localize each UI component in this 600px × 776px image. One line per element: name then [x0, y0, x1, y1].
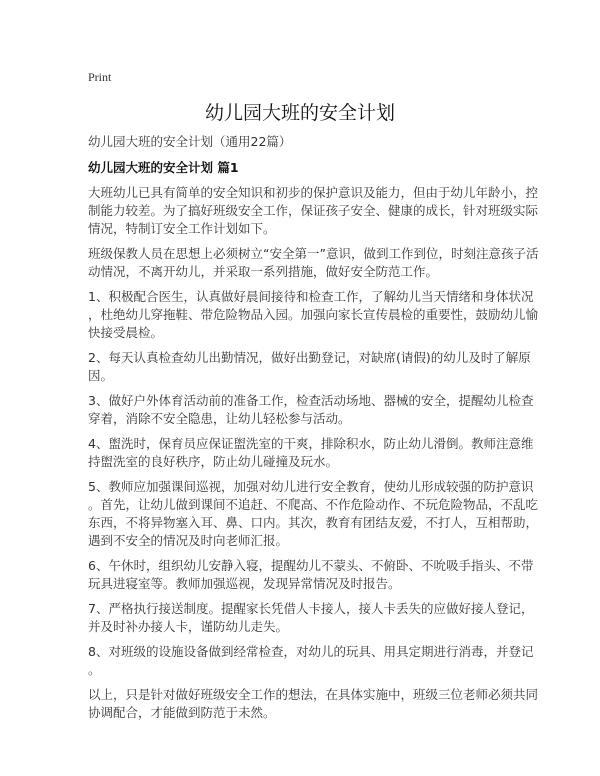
- paragraph: [88, 478, 539, 550]
- paragraph-line: 持盥洗室的良好秩序，防止幼儿碰撞及玩水。: [88, 454, 339, 469]
- paragraph-line: 以上，只是针对做好班级安全工作的想法，在具体实施中，班级三位老师必须共同: [88, 687, 539, 702]
- document-body: [88, 133, 539, 729]
- paragraph-line: 。: [88, 662, 101, 677]
- paragraph-line: 因。: [88, 368, 114, 383]
- paragraph: [88, 184, 539, 238]
- paragraph-line: ，杜绝幼儿穿拖鞋、带危险物品入园。加强向家长宣传晨检的重要性，鼓励幼儿愉: [88, 307, 539, 322]
- paragraph-line: 协调配合，才能做到防范于未然。: [88, 705, 276, 720]
- paragraph-line: 东西，不将异物塞入耳、鼻、口内。其次，教育有团结友爱，不打人，互相帮助，: [88, 515, 539, 530]
- paragraph: [88, 686, 539, 722]
- paragraph: [88, 288, 539, 342]
- paragraph-line: 遇到不安全的情况及时向老师汇报。: [88, 533, 289, 548]
- paragraph: [88, 245, 539, 281]
- paragraph-line: 并及时补办接人卡，谨防幼儿走失。: [88, 619, 289, 634]
- paragraph-line: 玩具进寝室等。教师加强巡视，发现异常情况及时报告。: [88, 576, 401, 591]
- paragraph-line: 4、盥洗时，保育员应保证盥洗室的干爽，排除积水，防止幼儿滑倒。教师注意维: [88, 436, 534, 451]
- document-subtitle: 幼儿园大班的安全计划（通用22篇）: [88, 134, 292, 149]
- paragraph: [88, 643, 534, 679]
- paragraph-line: 大班幼儿已具有简单的安全知识和初步的保护意识及能力，但由于幼儿年龄小，控: [88, 185, 539, 200]
- paragraph-line: 穿着，消除不安全隐患，让幼儿轻松参与活动。: [88, 411, 351, 426]
- paragraph: [88, 557, 534, 593]
- print-label: Print: [88, 70, 112, 84]
- paragraph-line: 5、教师应加强课间巡视，加强对幼儿进行安全教育，使幼儿形成较强的防护意识: [88, 479, 534, 494]
- paragraph: [88, 392, 534, 428]
- paragraph: [88, 435, 534, 471]
- paragraph-line: 1、积极配合医生，认真做好晨间接待和检查工作，了解幼儿当天情绪和身体状况: [88, 289, 534, 304]
- paragraph-line: 6、午休时，组织幼儿安静入寝，提醒幼儿不蒙头、不俯卧、不吮吸手指头、不带: [88, 558, 534, 573]
- paragraph-line: 制能力较差。为了搞好班级安全工作，保证孩子安全、健康的成长，针对班级实际: [88, 203, 539, 218]
- paragraph-line: 2、每天认真检查幼儿出勤情况，做好出勤登记，对缺席(请假)的幼儿及时了解原: [88, 350, 531, 365]
- paragraph: [88, 349, 531, 385]
- paragraph-line: 8、对班级的设施设备做到经常检查，对幼儿的玩具、用具定期进行消毒，并登记: [88, 644, 534, 659]
- section-heading: 幼儿园大班的安全计划 篇1: [88, 160, 239, 175]
- paragraph: [88, 600, 534, 636]
- paragraph-line: 。首先，让幼儿做到课间不追赶、不爬高、不作危险动作、不玩危险物品，不乱吃: [88, 497, 539, 512]
- paragraph-line: 快接受晨检。: [88, 325, 164, 340]
- paragraph-line: 3、做好户外体育活动前的准备工作，检查活动场地、器械的安全，提醒幼儿检查: [88, 393, 534, 408]
- paragraph-list: [88, 184, 539, 722]
- paragraph-line: 班级保教人员在思想上必须树立“安全第一”意识，做到工作到位，时刻注意孩子活: [88, 246, 539, 261]
- paragraph-line: 7、严格执行接送制度。提醒家长凭借人卡接人，接人卡丢失的应做好接人登记，: [88, 601, 534, 616]
- document-title: 幼儿园大班的安全计划: [204, 102, 395, 124]
- paragraph-line: 情况，特制订安全工作计划如下。: [88, 221, 276, 236]
- paragraph-line: 动情况，不离开幼儿，并采取一系列措施，做好安全防范工作。: [88, 264, 439, 279]
